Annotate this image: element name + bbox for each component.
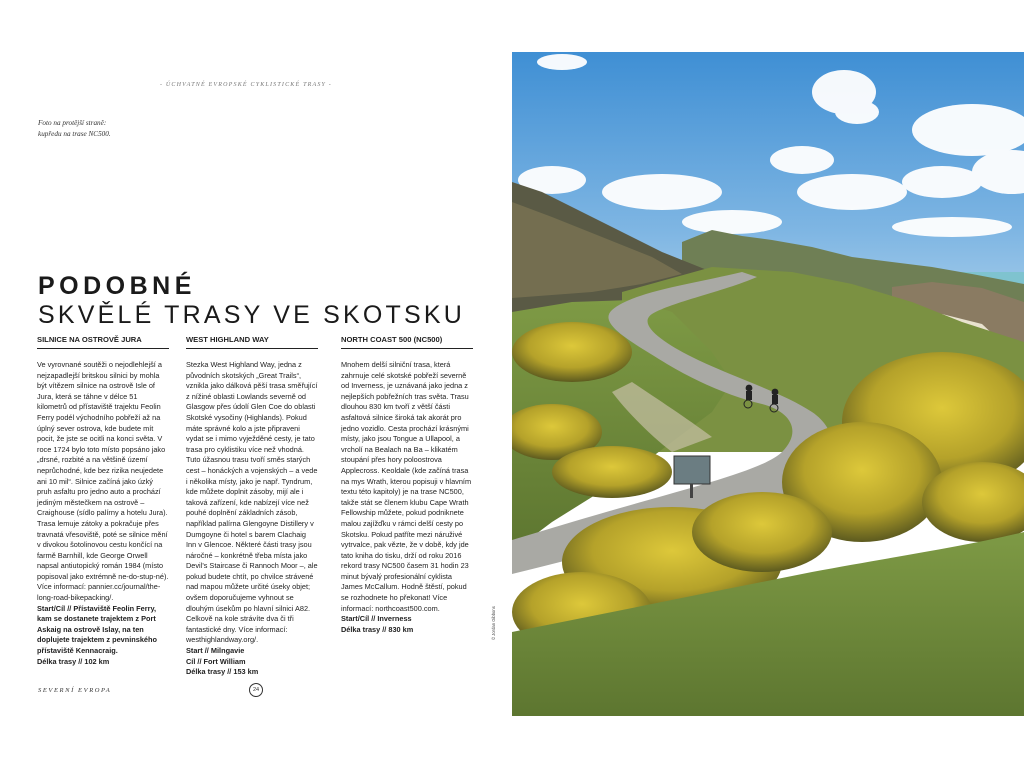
column-nc500 bbox=[341, 335, 473, 635]
route-facts bbox=[186, 646, 318, 678]
column-body: Mnohem delší silniční trasa, která zahrnuje celé skotské pobřeží severně od Inverness, je uznávaná jako jedna z nejlepších pobřežních tras světa. Trasu dlouhou 830 km tvoří z větší části asfaltová silnice široká tak akorát pro jedno vozidlo. Cesta prochází krásnými místy, jako jsou Tongue a Ullapool, a vrcholí na Bealach na Ba – klikatém stoupání přes hory poloostrova Applecross. Keoldale (kde začíná trasa na mys Wrath, kterou popisuji v hlavním textu této kapitoly) je na trase NC500, takže stát se členem klubu Cape Wrath Fellowship můžete, pokud podniknete malou zajížďku v rámci delší cesty po Skotsku. Pokud patříte mezi náruživé vytrvalce, pak vězte, že v době, kdy jde tato kniha do tisku, drží od roku 2016 rekord trasy NC500 časem 31 hodin 23 minut bývalý profesionální cyklista James McCallum. Hodně štěstí, pokud se rozhodnete ho překonat! Více informací: northcoast500.com. bbox=[341, 360, 472, 613]
road-sign bbox=[674, 456, 710, 484]
route-fact: Délka trasy // 102 km bbox=[37, 656, 110, 666]
column-west-highland-way bbox=[186, 335, 318, 678]
route-facts bbox=[37, 604, 169, 668]
route-fact: Délka trasy // 830 km bbox=[341, 624, 414, 634]
route-fact: Start/Cíl // Přístaviště Feolin Ferry, kam se dostanete trajektem z Port Askaig na ostrově Islay, na ten doplujete trajektem z pevninského přístaviště Kennacraig. bbox=[37, 603, 157, 656]
column-body: Ve vyrovnané soutěži o nejodlehlejší a nejzapadlejší britskou silnici by mohla být vítězem silnice na ostrově Isle of Jura, která se táhne v délce 51 kilometrů od přístaviště trajektu Feolin Ferry podél východního pobřeží až na úplný sever ostrova, kde budete mít pocit, že jste se ocitli na konci světa. V roce 1724 bylo toto místo popsáno jako „drsné, rozbité a na většině území neprůchodné, kde bez rizika neujedete ani 10 mil“. Silnice začíná jako úzký pruh asfaltu pro jedno auto a prochází jediným městečkem na ostrově – Craighouse (sídlo palírny a hotelu Jura). Trasa lemuje zátoky a pokračuje přes travnatá vřesoviště, poté se silnice mění v divokou šotolinovou cestu končící na farmě Barnhill, kde George Orwell napsal antiutopický román 1984 (místo popisoval jako extrémně ne-do-stup-né). Více informací: pannier.cc/journal/the-long-road-bikepacking/. bbox=[37, 360, 169, 603]
route-fact: Cíl // Fort William bbox=[186, 656, 246, 666]
column-heading: SILNICE NA OSTROVĚ JURA bbox=[37, 335, 169, 349]
title-line-2: SKVĚLÉ TRASY VE SKOTSKU bbox=[38, 301, 465, 329]
title-line-1: PODOBNÉ bbox=[38, 272, 196, 300]
route-facts bbox=[341, 614, 473, 635]
column-jura bbox=[37, 335, 169, 667]
column-heading: WEST HIGHLAND WAY bbox=[186, 335, 318, 349]
route-fact: Start // Milngavie bbox=[186, 646, 245, 656]
article-title bbox=[38, 272, 508, 330]
running-head: - ÚCHVATNÉ EVROPSKÉ CYKLISTICKÉ TRASY - bbox=[160, 82, 332, 88]
photo-credit: © Jordan Gibbons bbox=[491, 606, 496, 640]
section-footer: SEVERNÍ EVROPA bbox=[38, 687, 112, 694]
page-number: 24 bbox=[249, 683, 263, 697]
column-body: Stezka West Highland Way, jedna z původních skotských „Great Trails“, vznikla jako dálková pěší trasa směřující z nížiné oblasti Lowlands severně od Glasgow přes údolí Glen Coe do oblasti Skotské vysočiny (Highlands). Pokud máte správné kolo a jste připraveni vydat se i mimo vyježděné cesty, je tato trasa pro cyklistiku více než vhodná. Tuto úžasnou trasu tvoří směs starých cest – honáckých a vojenských – a vede i několika místy, jako je např. Tyndrum, kde můžete doplnit zásoby, mijí ale i taková zařízení, kde nabízejí více než pouhé doplnění základních zásob, například palírna Glengoyne Distillery v Dumgoyne či hotel s barem Clachaig Inn v Glencoe. Některé části trasy jsou náročné – konkrétně třeba místa jako Devil's Staircase či Rannoch Moor –, ale pokud budete chtít, po chvilce strávené nad mapou můžete určité úseky objet; ovšem doporučujeme vyhnout se dlouhým úsekům po hlavní silnici A82. Celkově na kole strávíte dva či tři fantastické dny. Více informací: westhighlandway.org/. bbox=[186, 360, 318, 645]
photo-caption: Foto na protější straně: kupředu na trase NC500. bbox=[38, 119, 111, 138]
landscape-photo bbox=[512, 52, 1024, 716]
route-fact: Start/Cíl // Inverness bbox=[341, 614, 412, 624]
column-heading: NORTH COAST 500 (NC500) bbox=[341, 335, 473, 349]
route-fact: Délka trasy // 153 km bbox=[186, 667, 259, 677]
